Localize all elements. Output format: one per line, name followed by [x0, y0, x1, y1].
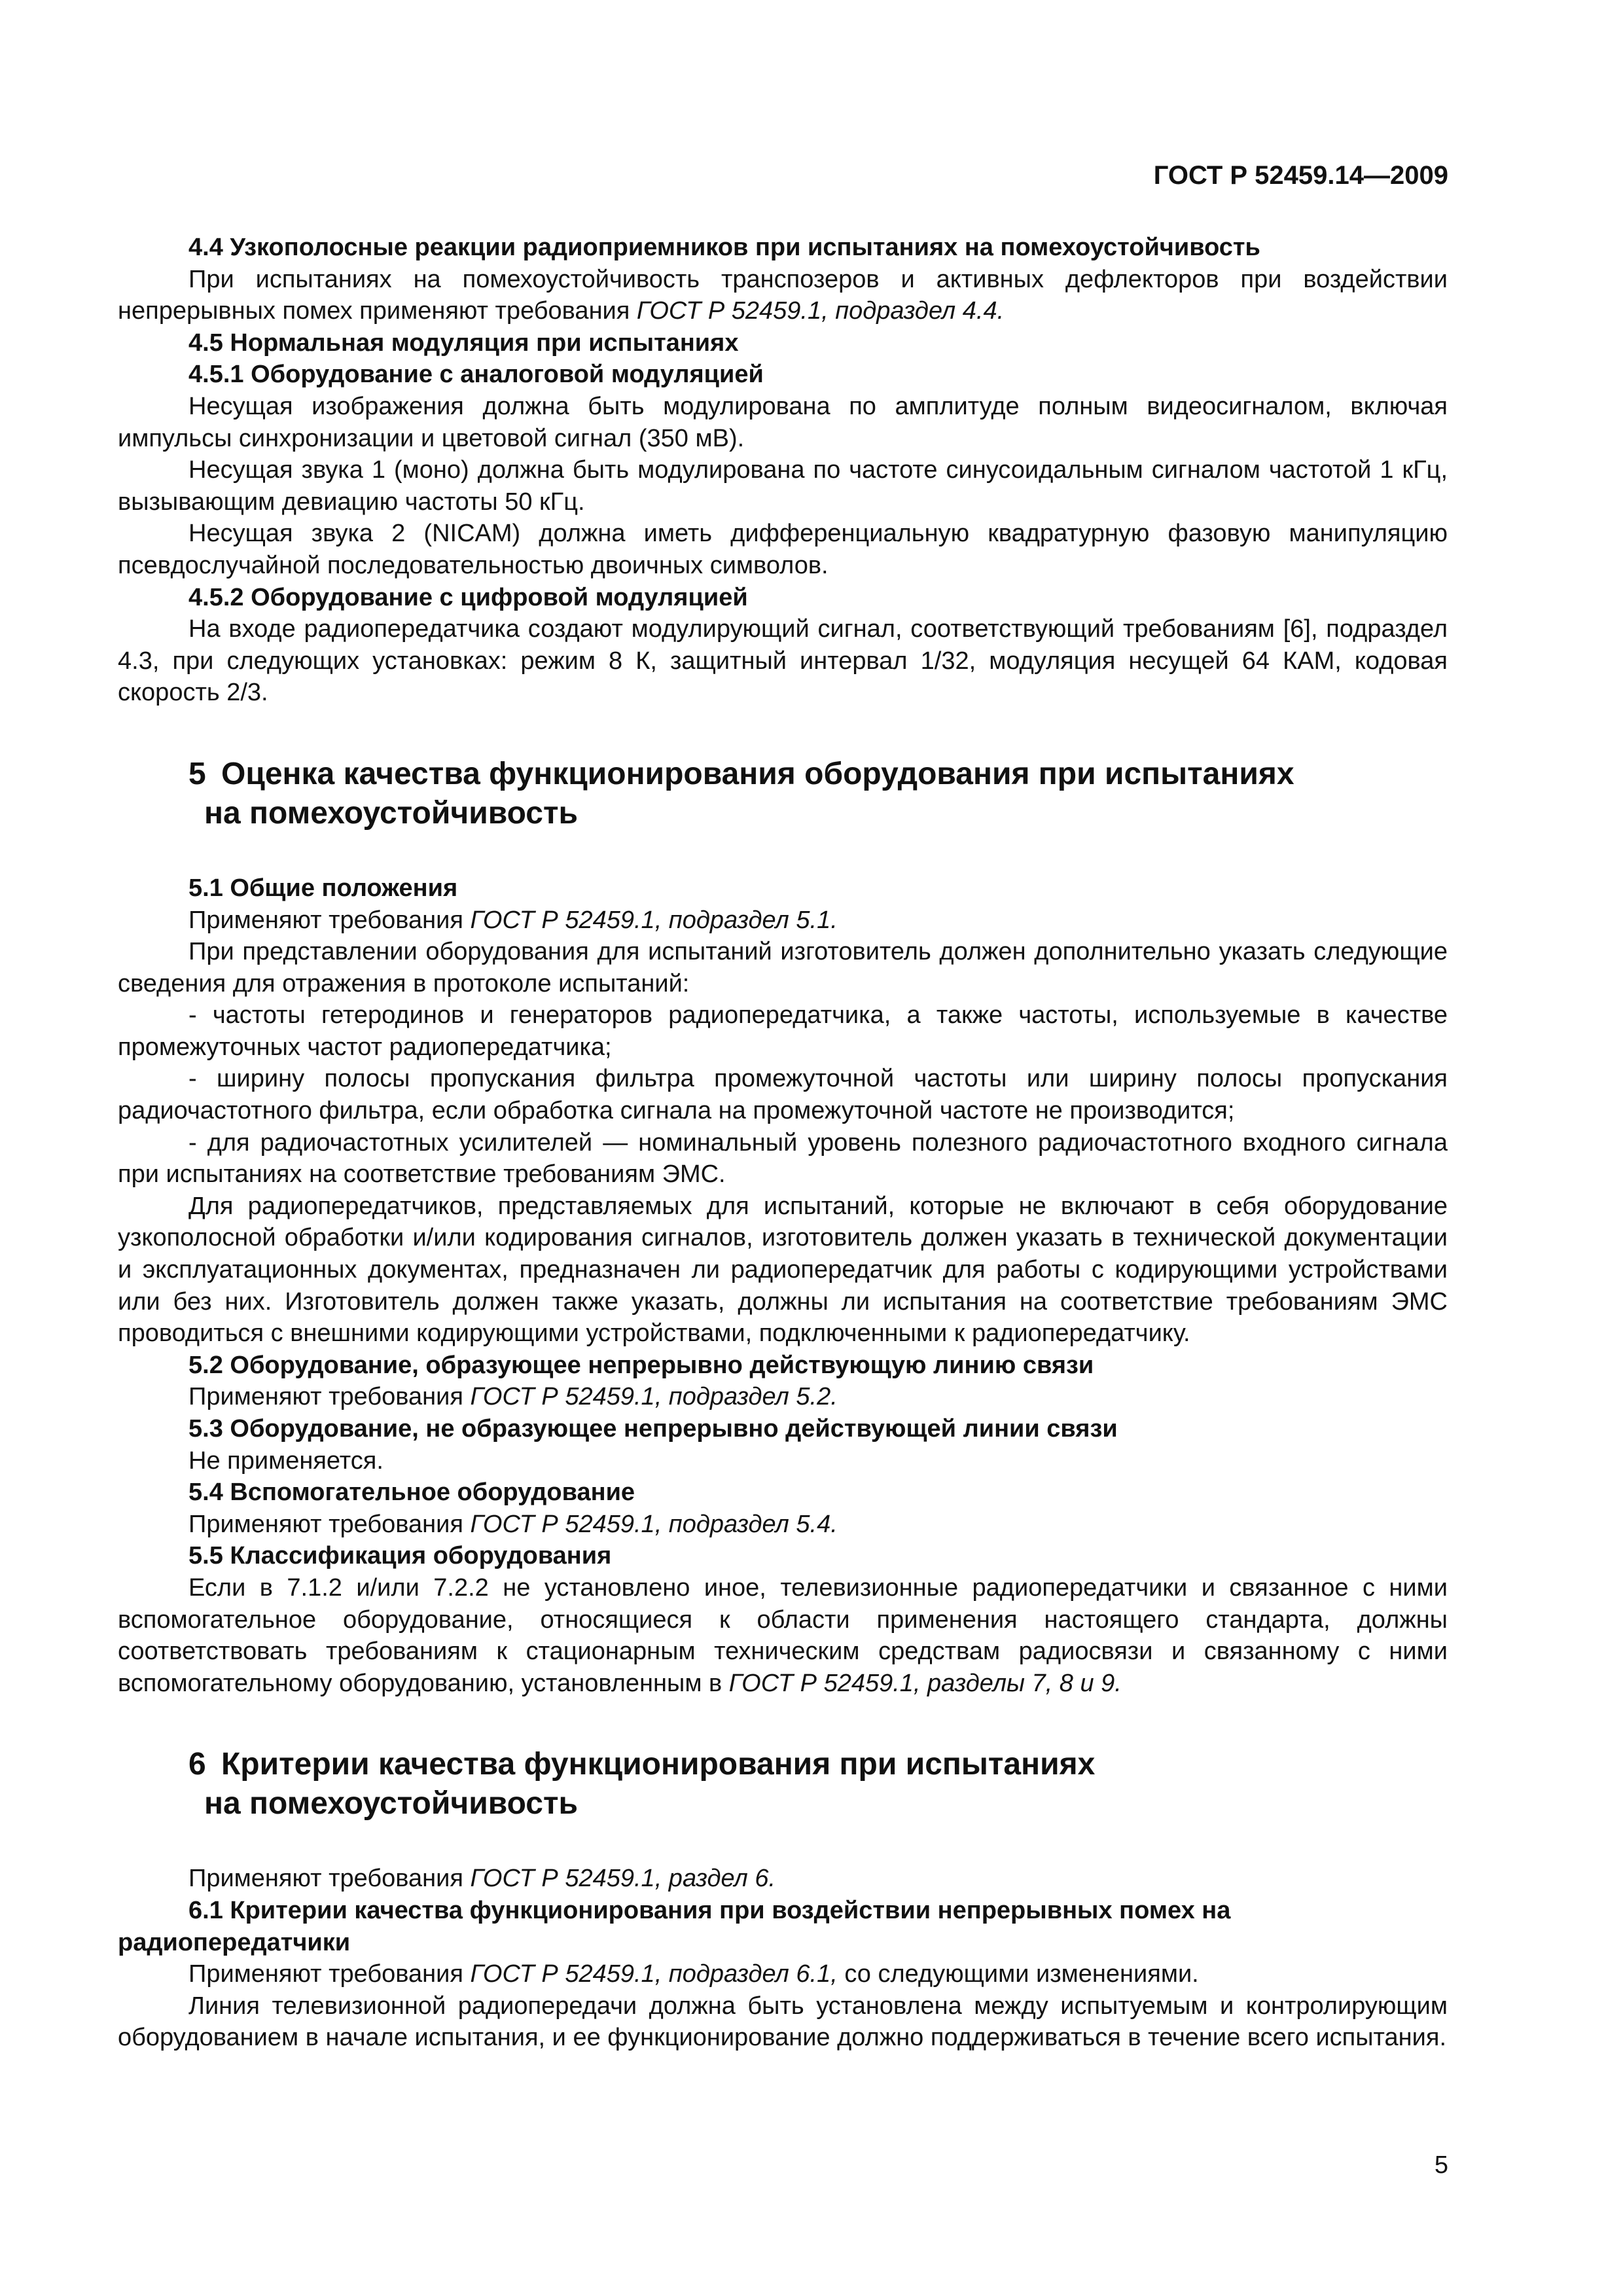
- section-5-heading: 5 Оценка качества функционирования оборудования при испытаниях на помехоустойчивость: [188, 756, 1294, 831]
- paragraph-5-1-c: Для радиопередатчиков, представляемых для испытаний, которые не включают в себя оборудование узкополосной обработки и/или кодирования сигналов, изготовитель должен указать в технической документации и эксплуатационных документах, предназначен ли радиопередатчик для работы с кодирующими устройствами или без них. Изготовитель должен также указать, должны ли испытания на соответствие требованиям ЭМС проводиться с внешними кодирующими устройствами, подключенными к радиопередатчику.: [118, 1192, 1448, 1348]
- heading-4-5: 4.5 Нормальная модуляция при испытаниях: [188, 329, 739, 357]
- paragraph-4-4: При испытаниях на помехоустойчивость транспозеров и активных дефлекторов при воздействии непрерывных помех применяют требования ГОСТ Р 52459.1, подраздел 4.4.: [118, 265, 1448, 325]
- standard-reference: ГОСТ Р 52459.1, подраздел 5.2.: [470, 1383, 838, 1411]
- paragraph-6-a: Применяют требования ГОСТ Р 52459.1, раздел 6.: [188, 1865, 776, 1893]
- paragraph-5-3: Не применяется.: [188, 1446, 383, 1475]
- paragraph-4-5-1-a: Несущая изображения должна быть модулирована по амплитуде полным видеосигналом, включая импульсы синхронизации и цветовой сигнал (350 мВ).: [118, 392, 1448, 452]
- heading-4-5-2: 4.5.2 Оборудование с цифровой модуляцией: [188, 583, 748, 611]
- paragraph-4-5-2: На входе радиопередатчика создают модулирующий сигнал, соответствующий требованиям [6], подраздел 4.3, при следующих установках: режим 8 К, защитный интервал 1/32, модуляция несущей 64 КАМ, кодовая скорость 2/3.: [118, 615, 1448, 707]
- list-item-1: - частоты гетеродинов и генераторов радиопередатчика, а также частоты, используемые в качестве промежуточных частот радиопередатчика;: [118, 1001, 1448, 1061]
- paragraph-4-5-1-c: Несущая звука 2 (NICAM) должна иметь дифференциальную квадратурную фазовую манипуляцию псевдослучайной последовательностью двоичных символов.: [118, 520, 1448, 579]
- standard-reference: ГОСТ Р 52459.1, раздел 6.: [470, 1865, 776, 1893]
- heading-5-4: 5.4 Вспомогательное оборудование: [188, 1479, 635, 1507]
- paragraph-5-2: Применяют требования ГОСТ Р 52459.1, подраздел 5.2.: [188, 1383, 838, 1411]
- page-number: 5: [1434, 2151, 1448, 2179]
- document-code-header: ГОСТ Р 52459.14—2009: [1153, 161, 1448, 190]
- heading-5-2: 5.2 Оборудование, образующее непрерывно действующую линию связи: [188, 1351, 1094, 1379]
- heading-5-1: 5.1 Общие положения: [188, 874, 458, 902]
- paragraph-5-5: Если в 7.1.2 и/или 7.2.2 не установлено иное, телевизионные радиопередатчики и связанное с ними вспомогательное оборудование, относящиеся к области применения настоящего стандарта, должны соответствовать требованиям к стационарным техническим средствам радиосвязи и связанному с ними вспомогательному оборудованию, установленным в ГОСТ Р 52459.1, разделы 7, 8 и 9.: [118, 1573, 1448, 1697]
- list-item-3: - для радиочастотных усилителей — номинальный уровень полезного радиочастотного входного сигнала при испытаниях на соответствие требованиям ЭМС.: [118, 1128, 1448, 1189]
- section-6-heading: 6 Критерии качества функционирования при испытаниях на помехоустойчивость: [188, 1747, 1096, 1821]
- paragraph-5-1-b: При представлении оборудования для испытаний изготовитель должен дополнительно указать следующие сведения для отражения в протоколе испытаний:: [118, 938, 1448, 997]
- paragraph-4-5-1-b: Несущая звука 1 (моно) должна быть модулирована по частоте синусоидальным сигналом частотой 1 кГц, вызывающим девиацию частоты 50 кГц.: [118, 456, 1448, 516]
- standard-reference: ГОСТ Р 52459.1, подраздел 5.1.: [470, 906, 838, 934]
- paragraph-5-1-a: Применяют требования ГОСТ Р 52459.1, подраздел 5.1.: [188, 906, 838, 934]
- paragraph-5-4: Применяют требования ГОСТ Р 52459.1, подраздел 5.4.: [188, 1510, 838, 1538]
- standard-reference: ГОСТ Р 52459.1, подраздел 4.4.: [636, 297, 1005, 325]
- heading-5-3: 5.3 Оборудование, не образующее непрерывно действующей линии связи: [188, 1415, 1118, 1443]
- standard-reference: ГОСТ Р 52459.1, подраздел 5.4.: [470, 1510, 838, 1538]
- list-item-2: - ширину полосы пропускания фильтра промежуточной частоты или ширину полосы пропускания радиочастотного фильтра, если обработка сигнала на промежуточной частоте не производится;: [118, 1065, 1448, 1125]
- document-body: [118, 232, 1448, 2054]
- heading-5-5: 5.5 Классификация оборудования: [188, 1542, 612, 1570]
- heading-4-4: 4.4 Узкополосные реакции радиоприемников при испытаниях на помехоустойчивость: [188, 234, 1260, 261]
- standard-reference: ГОСТ Р 52459.1, подраздел 6.1,: [470, 1960, 838, 1988]
- paragraph-6-1-a: Применяют требования ГОСТ Р 52459.1, подраздел 6.1, со следующими изменениями.: [188, 1960, 1199, 1988]
- heading-4-5-1: 4.5.1 Оборудование с аналоговой модуляцией: [188, 361, 764, 389]
- heading-6-1: 6.1 Критерии качества функционирования при воздействии непрерывных помех на радиопередатчики: [118, 1896, 1231, 1956]
- standard-reference: ГОСТ Р 52459.1, разделы 7, 8 и 9.: [728, 1669, 1122, 1697]
- paragraph-6-1-b: Линия телевизионной радиопередачи должна быть установлена между испытуемым и контролирующим оборудованием в начале испытания, и ее функционирование должно поддерживаться в течение всего испытания.: [118, 1992, 1448, 2052]
